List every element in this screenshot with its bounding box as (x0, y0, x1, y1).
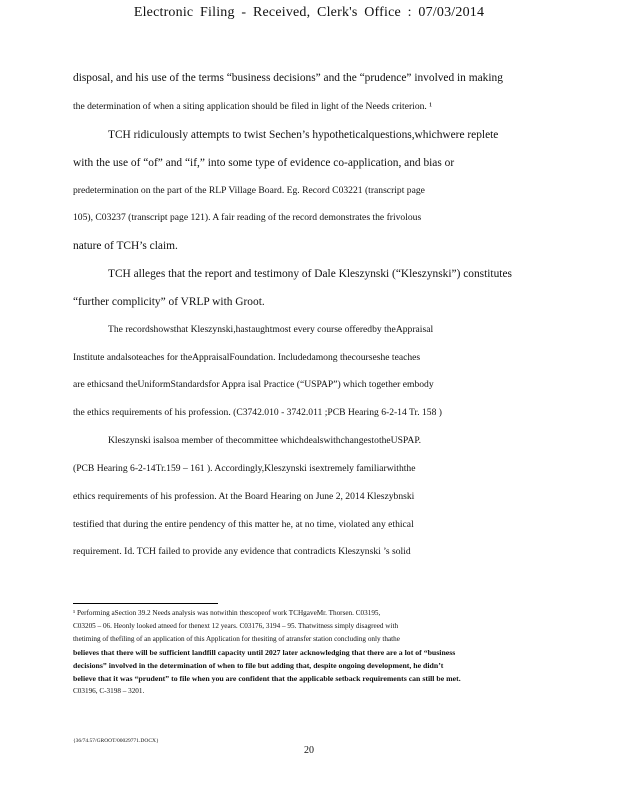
body-line: predetermination on the part of the RLP Village Board. Eg. Record C03221 (transcript page (73, 185, 425, 196)
footnote-line: C03196, C-3198 – 3201. (73, 687, 145, 695)
body-line: the determination of when a siting application should be filed in light of the Needs criterion. ¹ (73, 101, 433, 112)
body-line: testified that during the entire pendency of this matter he, at no time, violated any ethical (73, 519, 414, 530)
body-line: TCH alleges that the report and testimony of Dale Kleszynski (“Kleszynski”) constitutes (108, 268, 512, 280)
body-line: (PCB Hearing 6-2-14Tr.159 – 161 ). Accordingly,Kleszynski isextremely familiarwiththe (73, 463, 416, 474)
page-number: 20 (304, 745, 314, 756)
body-line: Institute andalsoteaches for theAppraisalFoundation. Includedamong thecourseshe teaches (73, 352, 421, 363)
page-header: Electronic Filing - Received, Clerk's Office : 07/03/2014 (133, 5, 485, 20)
body-line: nature of TCH’s claim. (73, 240, 178, 252)
body-line: disposal, and his use of the terms “business decisions” and the “prudence” involved in making (73, 72, 503, 84)
body-line: Kleszynski isalsoa member of thecommittee whichdealswithchangestotheUSPAP. (108, 435, 421, 446)
footnote-line: believes that there will be sufficient landfill capacity until 2027 later acknowledging that there are a lot of “business (73, 648, 456, 657)
body-line: with the use of “of” and “if,” into some type of evidence co-application, and bias or (73, 157, 455, 169)
body-line: 105), C03237 (transcript page 121). A fair reading of the record demonstrates the frivolous (73, 212, 422, 223)
footnote-line: decisions” involved in the determination of when to file but adding that, despite ongoing development, he didn’t (73, 661, 444, 670)
footnote-line: C03205 – 06. Heonly looked atneed for thenext 12 years. C03176, 3194 – 95. Thatwitness simply disagreed with (73, 622, 399, 630)
body-line: the ethics requirements of his profession. (C3742.010 - 3742.011 ;PCB Hearing 6-2-14 Tr. 158 ) (73, 407, 442, 418)
body-line: The recordshowsthat Kleszynski,hastaughtmost every course offeredby theAppraisal (108, 324, 434, 335)
footnote-line: ¹ Performing aSection 39.2 Needs analysis was notwithin thescopeof work TCHgaveMr. Thorsen. C03195, (73, 609, 381, 617)
footnote-line: thetiming of thefiling of an application of this Application for thesiting of atransfer station concluding only thathe (73, 635, 400, 643)
body-line: are ethicsand theUniformStandardsfor Appra isal Practice (“USPAP”) which together embody (73, 379, 434, 390)
footnote-divider (73, 603, 218, 604)
body-line: “further complicity” of VRLP with Groot. (73, 296, 265, 308)
body-line: TCH ridiculously attempts to twist Sechen’s hypotheticalquestions,whichwere replete (108, 129, 499, 141)
body-line: ethics requirements of his profession. At the Board Hearing on June 2, 2014 Kleszybnski (73, 491, 415, 502)
body-line: requirement. Id. TCH failed to provide any evidence that contradicts Kleszynski ’s solid (73, 546, 411, 557)
footnote-line: believe that it was “prudent” to file when you are confident that the applicable setback requirements can still be met. (73, 674, 461, 683)
document-id: {36/74.57/GROOT/00029771.DOCX} (73, 738, 159, 744)
